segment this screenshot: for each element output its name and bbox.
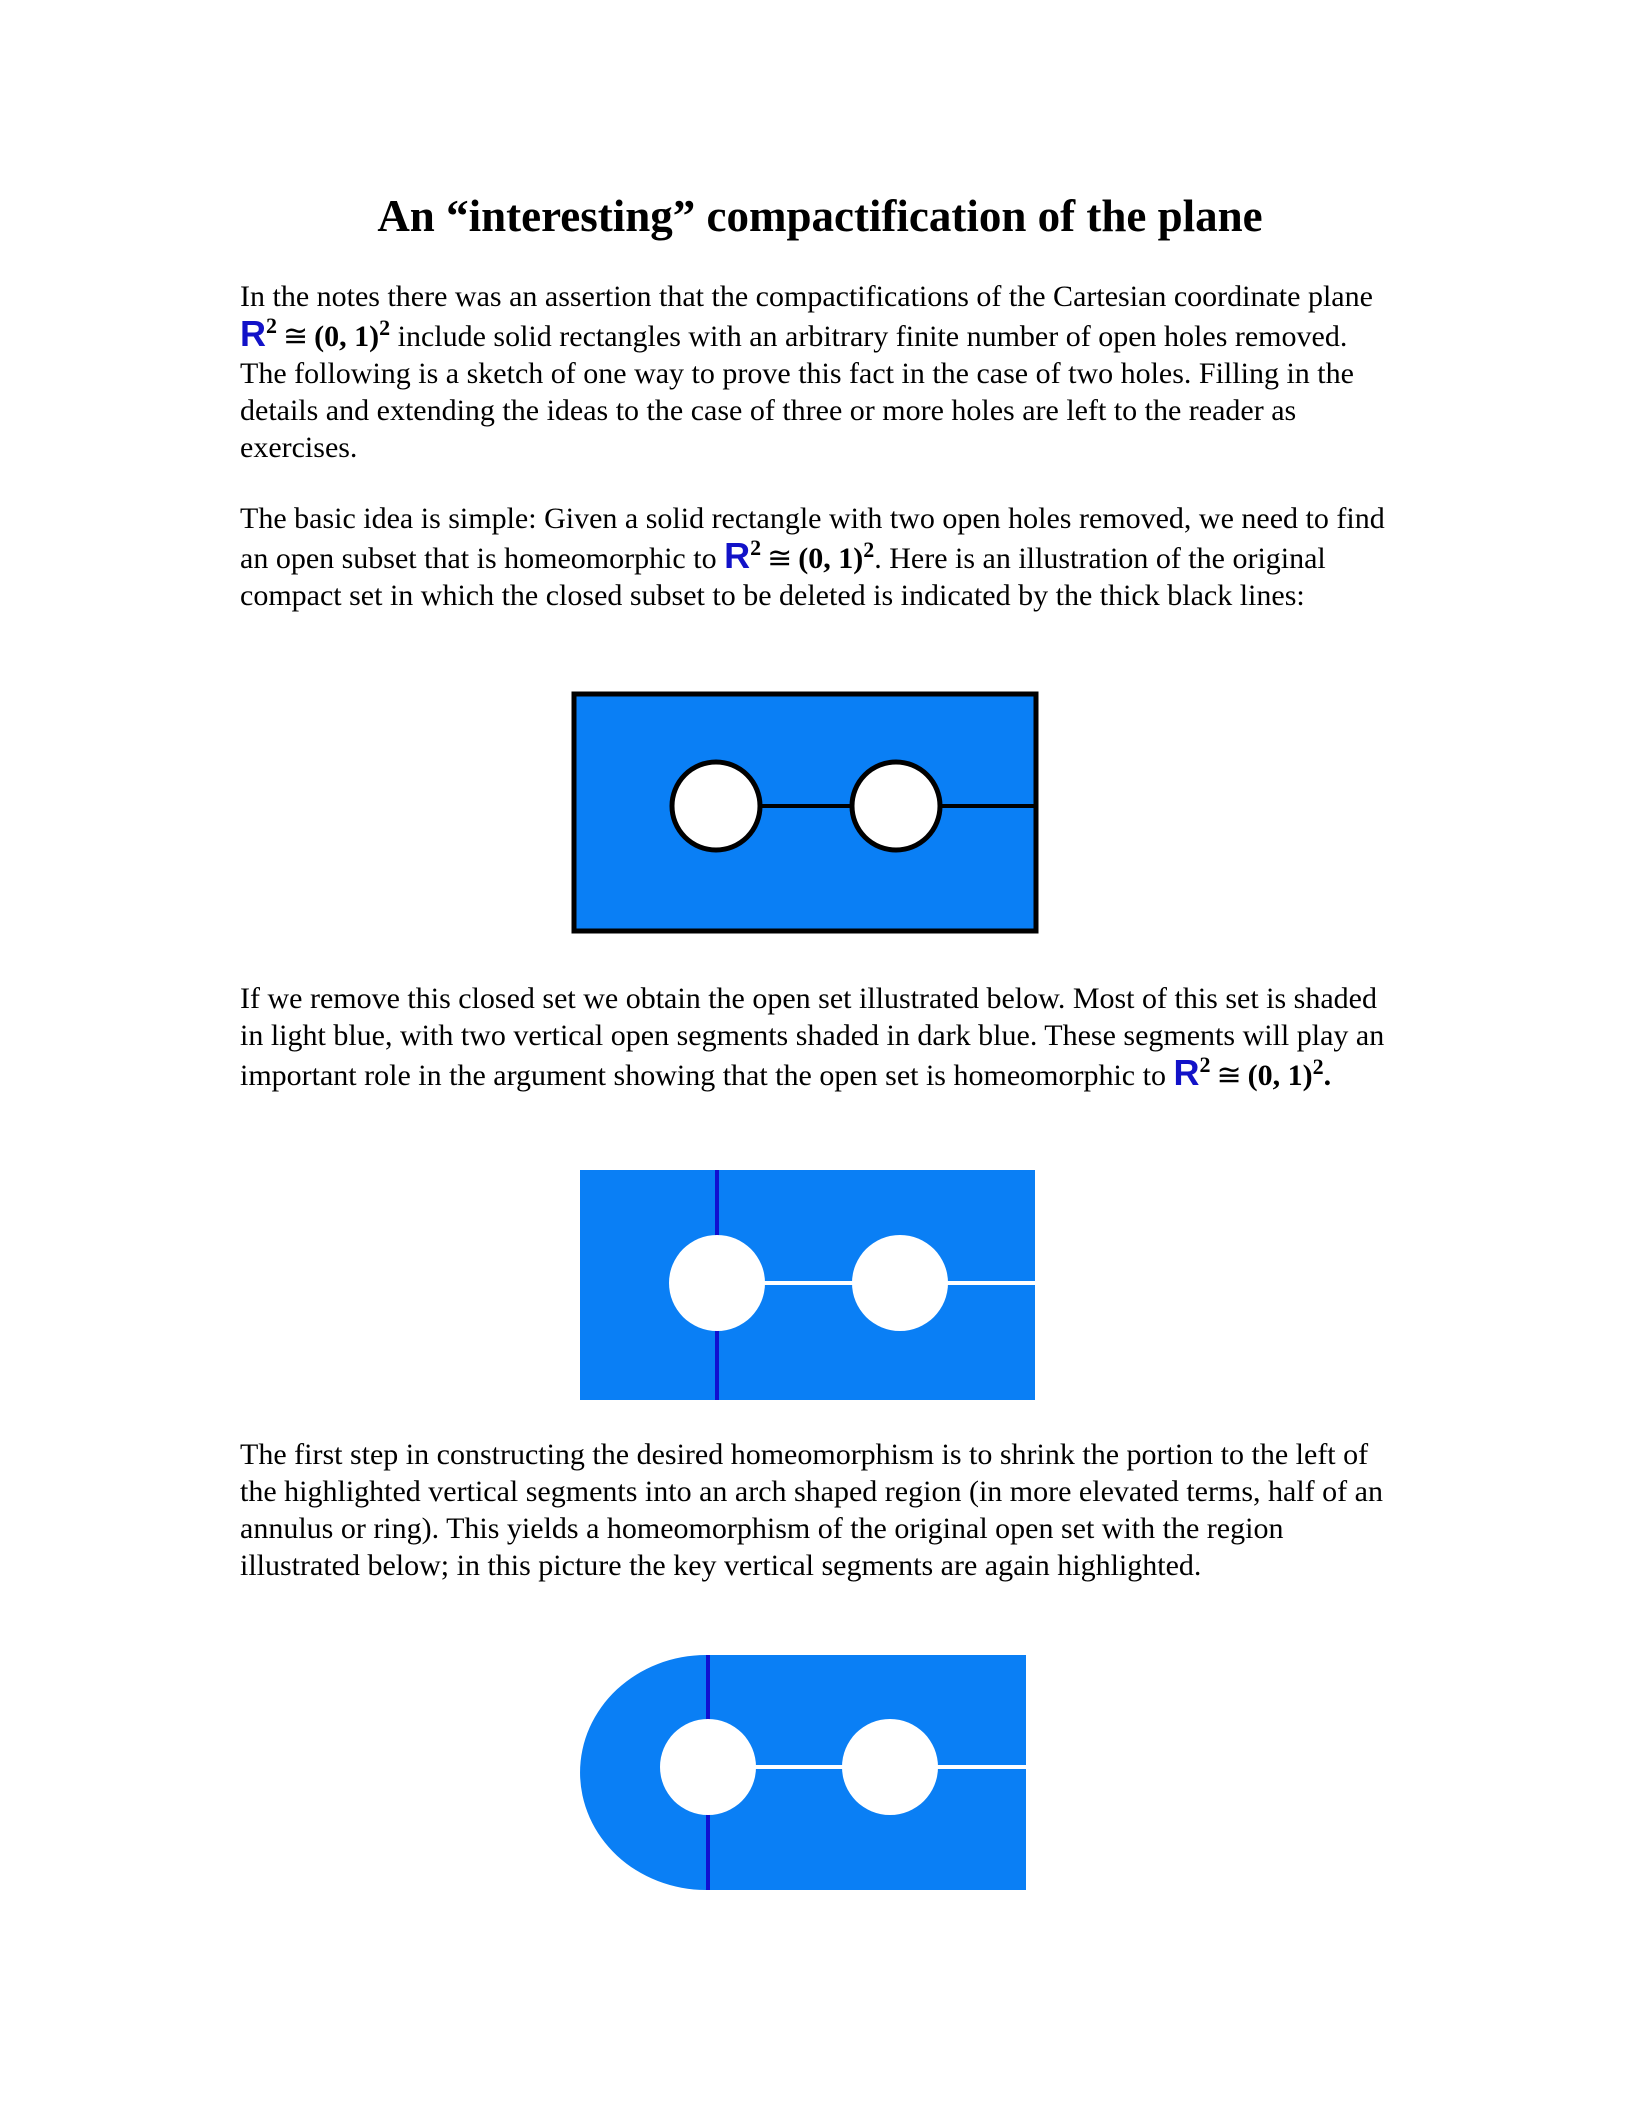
page-title: An “interesting” compactification of the plane [377,191,1263,241]
homeomorphic-symbol: ≅ [767,542,793,575]
left-hole [672,762,760,850]
right-hole [842,1719,938,1815]
homeomorphic-symbol: ≅ [283,320,309,353]
right-hole [852,1235,948,1331]
arch-shaped-region [580,1655,1026,1890]
right-hole [852,762,940,850]
paragraph-first-step [240,1436,1400,1584]
figure-open-set [580,1170,1035,1400]
paragraph-open-set-text-a: If we remove this closed set we obtain the open set illustrated below. Most of this set is shaded in light blue, with two vertical open segments shaded in dark blue. These segments will play an important role in the argument showing that the open set is homeomorphic to [240,982,1385,1092]
paragraph-first-step-text: The first step in constructing the desired homeomorphism is to shrink the portion to the left of the highlighted vertical segments into an arch shaped region (in more elevated terms, half of an annulus or ring). This yields a homeomorphism of the original open set with the region illustrated below; in this picture the key vertical segments are again highlighted. [240,1438,1383,1582]
figure-arch-region [580,1655,1030,1890]
r-squared-symbol: $R^2$ [240,313,277,354]
open-square-symbol: (0, 1)$^2$ [1247,1054,1324,1092]
homeomorphic-symbol: ≅ [1216,1059,1242,1092]
r-squared-symbol: $R^2$ [1173,1052,1211,1093]
paragraph-intro [240,278,1400,466]
paragraph-open-set-text-b: . [1323,1059,1332,1092]
paragraph-intro-text-b: include solid rectangles with an arbitrary finite number of open holes removed. The following is a sketch of one way to prove this fact in the case of two holes. Filling in the details and extending the ideas to the case of three or more holes are left to the reader as exercises. [240,320,1354,464]
open-square-symbol: (0, 1)$^2$ [314,315,391,353]
r-squared-symbol: $R^2$ [724,535,762,576]
solid-rectangle [574,694,1036,931]
left-hole [660,1719,756,1815]
paragraph-basic-idea [240,500,1400,614]
left-hole [669,1235,765,1331]
open-square-symbol: (0, 1)$^2$ [798,537,875,575]
paragraph-intro-text-a: In the notes there was an assertion that the compactifications of the Cartesian coordinate plane [240,280,1373,313]
paragraph-basic-idea-text-a: The basic idea is simple: Given a solid rectangle with two open holes removed, we need to find an open subset that is homeomorphic to [240,502,1385,575]
paragraph-basic-idea-text-b: . Here is an illustration of the original compact set in which the closed subset to be deleted is indicated by the thick black lines: [240,542,1326,612]
figure-compact-set [570,690,1040,935]
paragraph-open-set [240,980,1400,1094]
